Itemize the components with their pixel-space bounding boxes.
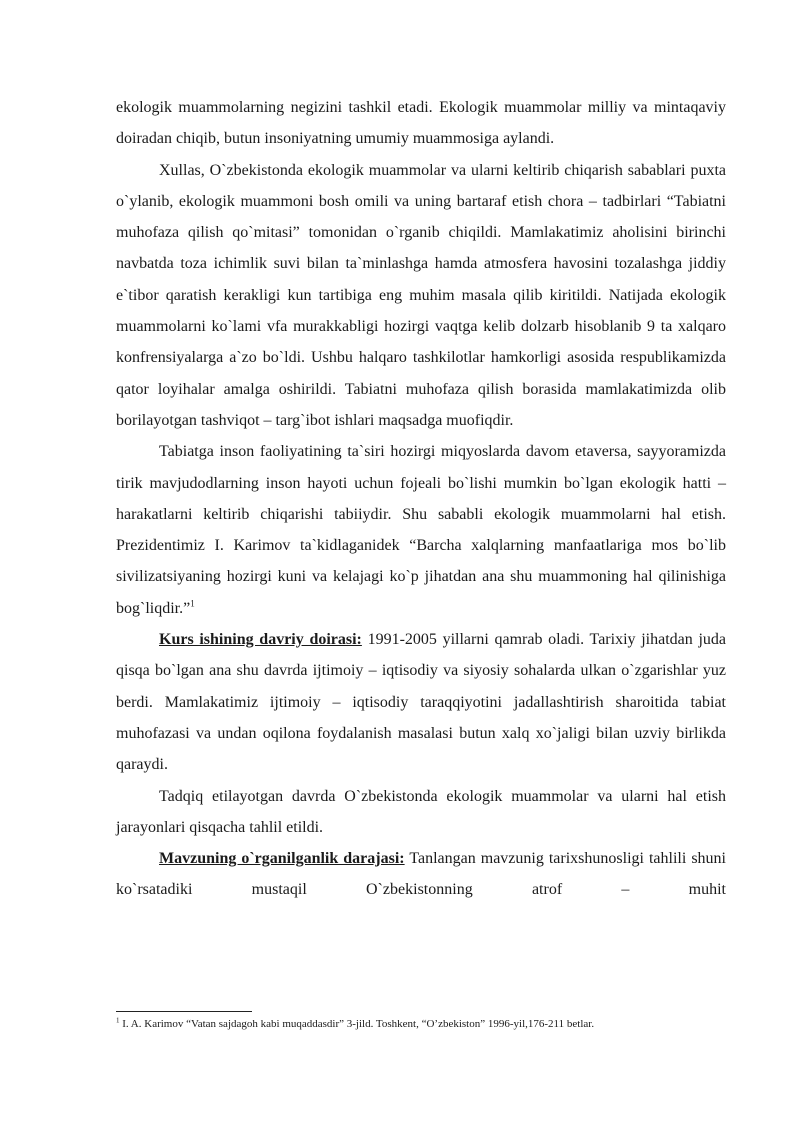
paragraph-ecology-summary: Xullas, O`zbekistonda ekologik muammolar va ularni keltirib chiqarish sabablari puxta o`ylanib, ekologik muammoni bosh omili va uning bartaraf etish chora – tadbirlari “Tabiatni muhofaza qilish qo`mitasi” tomonidan o`rganib chiqildi. Mamlakatimiz aholisini birinchi navbatda toza ichimlik suvi bilan ta`minlashga hamda atmosfera havosini tozalashga jiddiy e`tibor qaratish kerakligi kun tartibiga eng muhim masala qilib kiritildi. Natijada ekologik muammolarni ko`lami vfa murakkabligi hozirgi vaqtga kelib dolzarb hisoblanib 9 ta xalqaro konfrensiyalarga a`zo bo`ldi. Ushbu halqaro tashkilotlar hamkorligi asosida respublikamizda qator loyihalar amalga oshirildi. Tabiatni muhofaza qilish borasida mamlakatimizda olib borilayotgan tashviqot – targ`ibot ishlari maqsadga muofiqdir. (116, 161, 726, 429)
footnote-text: I. A. Karimov “Vatan sajdagoh kabi muqaddasdir” 3-jild. Toshkent, “O’zbekiston” 1996-yil,176-211 betlar. (119, 1018, 595, 1030)
chronological-scope-text: 1991-2005 yillarni qamrab oladi. Tarixiy jihatdan juda qisqa bo`lgan ana shu davrda ijtimoiy – iqtisodiy va siyosiy sohalarda ulkan o`zgarishlar yuz berdi. Mamlakatimiz ijtimoiy – iqtisodiy taraqqiyotini jadallashtirish sharoitida tabiat muhofazasi va undan oqilona foydalanish masalasi butun xalq xo`jaligi bilan uzviy birlikda qaraydi. (116, 631, 726, 774)
section-heading-literature-review: Mavzuning o`rganilganlik darajasi: (159, 850, 405, 868)
paragraph-literature-review (116, 843, 726, 906)
paragraph-research-period: Tadqiq etilayotgan davrda O`zbekistonda ekologik muammolar va ularni hal etish jarayonlari qisqacha tahlil etildi. (116, 787, 726, 836)
paragraph-continuation: ekologik muammolarning negizini tashkil etadi. Ekologik muammolar milliy va mintaqaviy doiradan chiqib, butun insoniyatning umumiy muammosiga aylandi. (116, 99, 726, 148)
footnote-reference[interactable]: 1 (190, 598, 195, 609)
paragraph-president-quote (116, 436, 726, 624)
section-heading-chronological-scope: Kurs ishining davriy doirasi: (159, 631, 362, 649)
document-page (116, 92, 726, 906)
footnote (116, 1016, 726, 1032)
footnote-separator (116, 1011, 252, 1012)
paragraph-president-quote-text: Tabiatga inson faoliyatining ta`siri hozirgi miqyoslarda davom etaversa, sayyoramizda tirik mavjudodlarning inson hayoti uchun fojeali bo`lishi mumkin bo`lgan ekologik hatti – harakatlarni keltirib chiqarishi tabiiydir. Shu sababli ekologik muammolarni hal etish. Prezidentimiz I. Karimov ta`kidlaganidek “Barcha xalqlarning manfaatlariga mos bo`lib sivilizatsiyaning hozirgi kuni va kelajagi ko`p jihatdan ana shu muammoning hal qilinishiga bog`liqdir.” (116, 443, 726, 617)
footnote-marker: 1 (116, 1016, 120, 1025)
literature-review-text: Tanlangan mavzunig tarixshunosligi tahlili shuni ko`rsatadiki mustaqil O`zbekistonning atrof – muhit (116, 850, 726, 899)
paragraph-chronological-scope (116, 624, 726, 780)
